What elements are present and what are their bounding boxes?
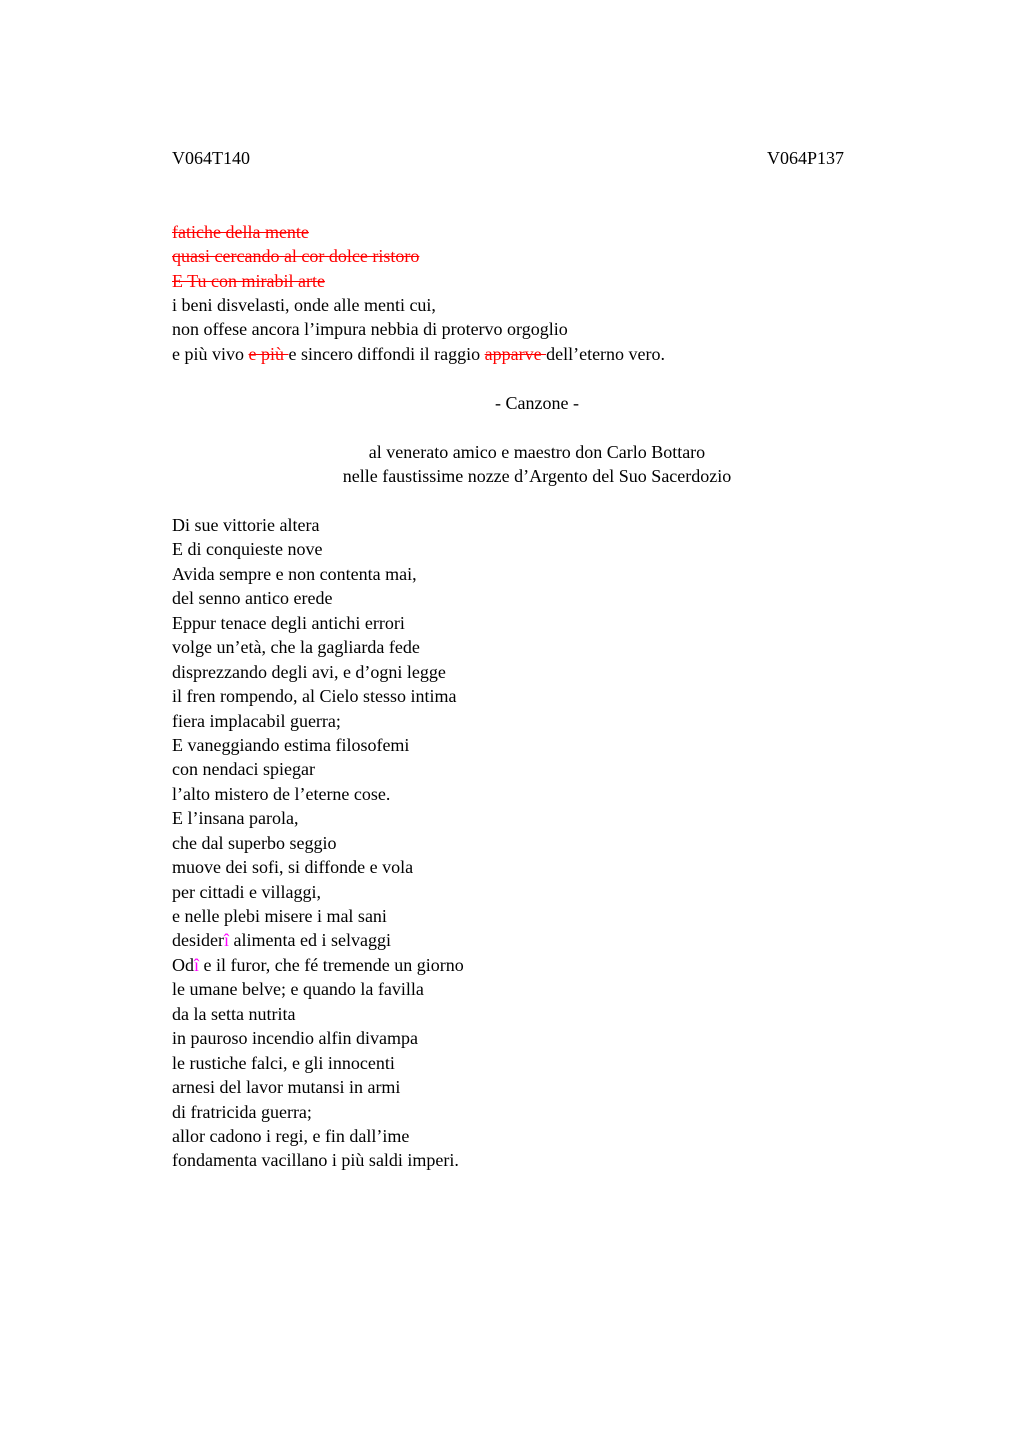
verse-line: E l’insana parola, (172, 808, 299, 829)
verse-line: l’alto mistero de l’eterne cose. (172, 783, 391, 804)
verse-line: E vaneggiando estima filosofemi (172, 734, 410, 755)
verse-line: fiera implacabil guerra; (172, 710, 341, 731)
verse-line-desideri (172, 929, 464, 953)
poem-verses (172, 514, 464, 1174)
verse-line: volge un’età, che la gagliarda fede (172, 637, 420, 658)
verse-line: Di sue vittorie altera (172, 515, 320, 535)
prose-line: non offese ancora l’impura nebbia di protervo orgoglio (172, 319, 568, 339)
deleted-line: fatiche della mente (172, 222, 309, 242)
prose-line: i beni disvelasti, onde alle menti cui, (172, 295, 436, 315)
canzone-title: - Canzone - (495, 393, 579, 413)
verse-line: allor cadono i regi, e fin dall’ime (172, 1125, 410, 1146)
verse-line: da la setta nutrita (172, 1003, 296, 1024)
verse-line: le umane belve; e quando la favilla (172, 979, 424, 1000)
verse-line: disprezzando degli avi, e d’ogni legge (172, 661, 446, 682)
dedication-line: al venerato amico e maestro don Carlo Bottaro (368, 442, 706, 462)
verse-line: E di conquieste nove (172, 539, 323, 560)
dedication-line: nelle faustissime nozze d’Argento del Suo Sacerdozio (342, 466, 732, 486)
verse-text: alimenta ed i selvaggi (229, 930, 391, 951)
header-right-code: V064P137 (766, 148, 844, 168)
verse-line: le rustiche falci, e gli innocenti (172, 1052, 395, 1073)
verse-line-odi (172, 954, 464, 978)
verse-line: e nelle plebi misere i mal sani (172, 906, 387, 926)
mixed-text-part: e sincero diffondi il raggio (288, 344, 485, 364)
struck-text: e più (248, 344, 289, 364)
verse-text: Od (172, 954, 194, 975)
verse-line: di fratricida guerra; (172, 1101, 312, 1122)
mixed-text-part: dell’eterno vero. (546, 344, 666, 364)
verse-line: il fren rompendo, al Cielo stesso intima (172, 686, 457, 707)
verse-line: in pauroso incendio alfin divampa (172, 1028, 418, 1049)
mixed-revision-line (172, 343, 665, 365)
verse-line: muove dei sofi, si diffonde e vola (172, 857, 414, 878)
header-left-code: V064T140 (172, 148, 250, 168)
accent-mark: î (194, 954, 200, 975)
accent-mark: î (223, 930, 229, 951)
deleted-line: quasi cercando al cor dolce ristoro (172, 246, 420, 266)
verse-line: fondamenta vacillano i più saldi imperi. (172, 1150, 459, 1171)
verse-line: per cittadi e villaggi, (172, 881, 321, 902)
verse-line: del senno antico erede (172, 588, 333, 609)
verse-line: Eppur tenace degli antichi errori (172, 612, 405, 633)
verse-text: desider (172, 930, 224, 951)
verse-line: arnesi del lavor mutansi in armi (172, 1077, 401, 1098)
verse-text: e il furor, che fé tremende un giorno (199, 954, 464, 975)
struck-text: apparve (484, 344, 547, 364)
verse-line: Avida sempre e non contenta mai, (172, 563, 417, 584)
verse-line: che dal superbo seggio (172, 832, 337, 853)
verse-line: con nendaci spiegar (172, 759, 315, 780)
deleted-line: E Tu con mirabil arte (172, 271, 325, 291)
mixed-text-part: e più vivo (172, 344, 249, 364)
